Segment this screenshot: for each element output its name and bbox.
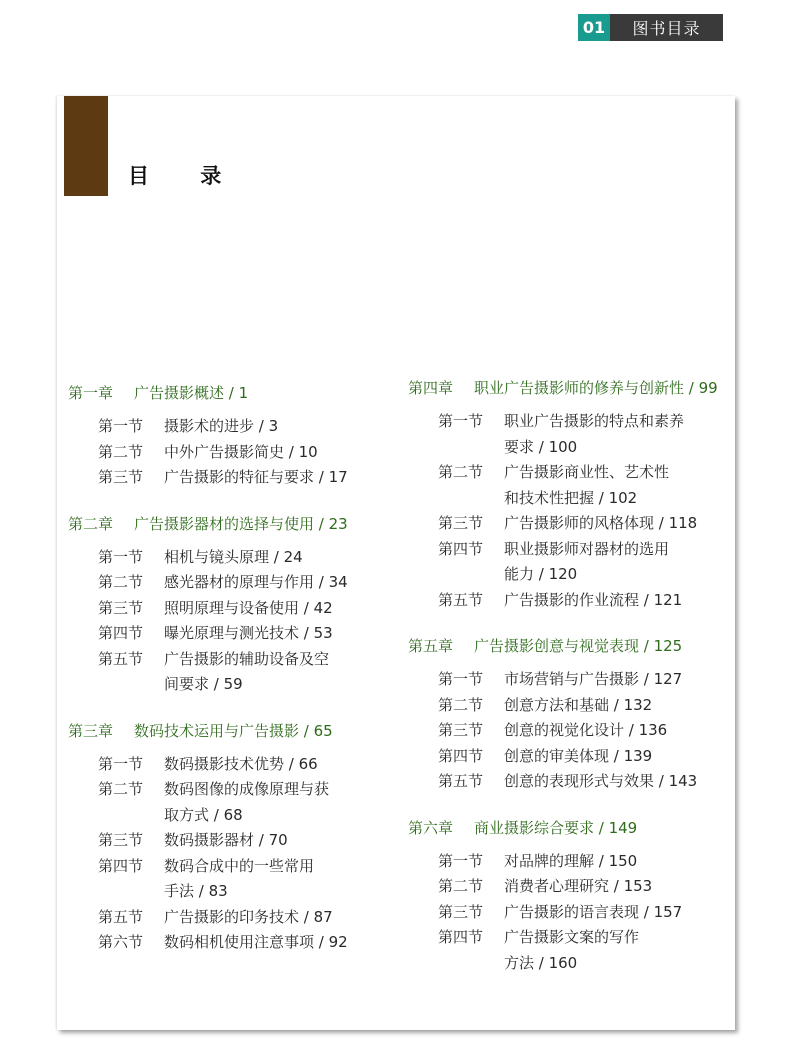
toc-section[interactable]: [98, 828, 398, 854]
chapter-heading[interactable]: [68, 380, 398, 406]
section-title: [504, 718, 733, 744]
toc-section[interactable]: [438, 769, 733, 795]
chapter-label: 第六章: [408, 818, 454, 837]
toc-section[interactable]: [438, 925, 733, 976]
section-title: [164, 440, 398, 466]
section-label: 第三节: [98, 831, 144, 849]
toc-section[interactable]: [438, 588, 733, 614]
section-label: 第一节: [98, 547, 144, 566]
section-label: 第二节: [98, 573, 144, 591]
section-title-line: 广告摄影文案的写作: [504, 928, 640, 946]
section-title: [504, 460, 733, 511]
section-title: [504, 667, 733, 693]
section-title-line: 广告摄影的作业流程 / 121: [504, 590, 683, 609]
chapter-heading[interactable]: [68, 718, 398, 744]
chapter-label: 第二章: [68, 514, 114, 533]
toc-section[interactable]: [438, 511, 733, 537]
toc-section[interactable]: [438, 693, 733, 719]
section-title-line: 相机与镜头原理 / 24: [164, 547, 303, 566]
section-label: 第一节: [98, 417, 144, 435]
section-title-line: 广告摄影的特征与要求 / 17: [164, 468, 348, 486]
toc-chapter: [68, 718, 398, 956]
toc-section[interactable]: [438, 409, 733, 460]
section-title-line: 广告摄影的语言表现 / 157: [504, 902, 683, 921]
toc-section[interactable]: [438, 460, 733, 511]
toc-section[interactable]: [98, 545, 398, 571]
section-title: [504, 925, 733, 976]
section-title-line: 取方式 / 68: [164, 805, 243, 824]
section-label: 第四节: [438, 746, 484, 765]
chapter-title: 广告摄影创意与视觉表现 / 125: [474, 637, 683, 655]
page-title: 目 录: [128, 164, 244, 188]
section-label: 第二节: [98, 780, 144, 798]
section-list: [98, 414, 398, 491]
toc-section[interactable]: [438, 537, 733, 588]
section-title-line: 感光器材的原理与作用 / 34: [164, 573, 348, 591]
section-title-line: 创意的表现形式与效果 / 143: [504, 772, 698, 790]
toc-section[interactable]: [438, 900, 733, 926]
section-title: [164, 854, 398, 905]
section-title-line: 广告摄影的辅助设备及空: [164, 649, 330, 668]
chapter-label: 第三章: [68, 721, 114, 740]
section-title: [504, 849, 733, 875]
toc-section[interactable]: [98, 570, 398, 596]
section-title: [164, 596, 398, 622]
section-label: 第一节: [98, 754, 144, 773]
section-title-line: 间要求 / 59: [164, 675, 243, 693]
section-label: 第四节: [98, 624, 144, 642]
section-title-line: 广告摄影商业性、艺术性: [504, 463, 670, 481]
toc-column-right: [408, 375, 733, 996]
chapter-heading[interactable]: [408, 815, 733, 841]
chapter-heading[interactable]: [408, 375, 733, 401]
section-title-line: 方法 / 160: [504, 953, 578, 972]
section-label: 第一节: [438, 670, 484, 688]
section-title-line: 消费者心理研究 / 153: [504, 877, 653, 895]
section-title-line: 摄影术的进步 / 3: [164, 417, 279, 435]
section-title: [504, 769, 733, 795]
section-title-line: 数码图像的成像原理与获: [164, 780, 330, 798]
toc-section[interactable]: [98, 465, 398, 491]
section-label: 第三节: [98, 598, 144, 617]
toc-section[interactable]: [98, 777, 398, 828]
toc-section[interactable]: [98, 621, 398, 647]
section-title: [164, 621, 398, 647]
section-title-line: 照明原理与设备使用 / 42: [164, 598, 333, 617]
section-label: 第一节: [438, 851, 484, 870]
toc-chapter: [408, 375, 733, 613]
chapter-heading[interactable]: [68, 511, 398, 537]
toc-section[interactable]: [98, 596, 398, 622]
section-label: 第二节: [438, 877, 484, 895]
section-title-line: 和技术性把握 / 102: [504, 488, 638, 507]
section-title-line: 中外广告摄影简史 / 10: [164, 442, 318, 461]
section-label: 第六节: [98, 933, 144, 951]
toc-section[interactable]: [98, 905, 398, 931]
section-label: 第五节: [438, 772, 484, 790]
section-title-line: 手法 / 83: [164, 882, 228, 900]
section-title-line: 数码合成中的一些常用: [164, 856, 315, 875]
toc-section[interactable]: [98, 930, 398, 956]
section-title: [164, 930, 398, 956]
section-label: 第五节: [438, 590, 484, 609]
section-title-line: 数码相机使用注意事项 / 92: [164, 933, 348, 951]
chapter-label: 第一章: [68, 384, 114, 402]
section-label: 第四节: [438, 539, 484, 558]
section-title-line: 广告摄影的印务技术 / 87: [164, 907, 333, 926]
header-label: 图书目录: [610, 14, 723, 41]
section-title: [504, 693, 733, 719]
section-list: [438, 667, 733, 795]
section-title-line: 市场营销与广告摄影 / 127: [504, 670, 683, 688]
toc-section[interactable]: [98, 854, 398, 905]
section-list: [438, 409, 733, 613]
section-title-line: 职业摄影师对器材的选用: [504, 539, 670, 558]
toc-section[interactable]: [438, 718, 733, 744]
section-label: 第四节: [98, 856, 144, 875]
section-title: [504, 874, 733, 900]
section-title-line: 创意方法和基础 / 132: [504, 695, 653, 714]
page-corner-mark: [64, 96, 108, 196]
section-title: [164, 777, 398, 828]
toc-section[interactable]: [98, 752, 398, 778]
section-label: 第四节: [438, 928, 484, 946]
section-label: 第二节: [438, 463, 484, 481]
section-label: 第二节: [98, 442, 144, 461]
chapter-title: 广告摄影概述 / 1: [134, 384, 249, 402]
section-title-line: 对品牌的理解 / 150: [504, 851, 638, 870]
section-label: 第一节: [438, 412, 484, 430]
header-badge: [578, 14, 723, 41]
chapter-label: 第五章: [408, 637, 454, 655]
toc-chapter: [408, 815, 733, 977]
section-title-line: 广告摄影师的风格体现 / 118: [504, 514, 698, 532]
section-title-line: 要求 / 100: [504, 437, 578, 456]
section-title-line: 数码摄影技术优势 / 66: [164, 754, 318, 773]
toc-section[interactable]: [438, 667, 733, 693]
section-title-line: 曝光原理与测光技术 / 53: [164, 624, 333, 642]
section-label: 第三节: [98, 468, 144, 486]
section-title: [504, 744, 733, 770]
toc-column-left: [68, 380, 398, 976]
section-title: [164, 905, 398, 931]
section-label: 第三节: [438, 721, 484, 739]
section-title: [164, 828, 398, 854]
section-title: [504, 537, 733, 588]
section-list: [98, 752, 398, 956]
toc-chapter: [408, 633, 733, 795]
toc-section[interactable]: [98, 647, 398, 698]
chapter-label: 第四章: [408, 379, 454, 397]
toc-chapter: [68, 380, 398, 491]
section-label: 第三节: [438, 902, 484, 921]
chapter-title: 商业摄影综合要求 / 149: [474, 818, 638, 837]
chapter-title: 数码技术运用与广告摄影 / 65: [134, 721, 333, 740]
toc-chapter: [68, 511, 398, 698]
section-title: [164, 465, 398, 491]
toc-section[interactable]: [98, 414, 398, 440]
section-title: [504, 409, 733, 460]
chapter-title: 职业广告摄影师的修养与创新性 / 99: [474, 379, 718, 397]
section-title: [164, 752, 398, 778]
toc-section[interactable]: [438, 849, 733, 875]
section-title-line: 能力 / 120: [504, 565, 578, 583]
section-title-line: 创意的视觉化设计 / 136: [504, 721, 668, 739]
toc-section[interactable]: [438, 744, 733, 770]
toc-section[interactable]: [438, 874, 733, 900]
section-title: [164, 414, 398, 440]
section-title: [164, 545, 398, 571]
header-number: 01: [578, 14, 610, 41]
section-title: [164, 570, 398, 596]
section-list: [438, 849, 733, 977]
section-label: 第五节: [98, 907, 144, 926]
section-label: 第五节: [98, 649, 144, 668]
section-label: 第三节: [438, 514, 484, 532]
section-title-line: 数码摄影器材 / 70: [164, 831, 288, 849]
section-title: [164, 647, 398, 698]
section-title: [504, 511, 733, 537]
chapter-title: 广告摄影器材的选择与使用 / 23: [134, 514, 348, 533]
toc-section[interactable]: [98, 440, 398, 466]
section-title: [504, 588, 733, 614]
section-title: [504, 900, 733, 926]
section-title-line: 创意的审美体现 / 139: [504, 746, 653, 765]
section-label: 第二节: [438, 695, 484, 714]
section-list: [98, 545, 398, 698]
chapter-heading[interactable]: [408, 633, 733, 659]
section-title-line: 职业广告摄影的特点和素养: [504, 412, 685, 430]
